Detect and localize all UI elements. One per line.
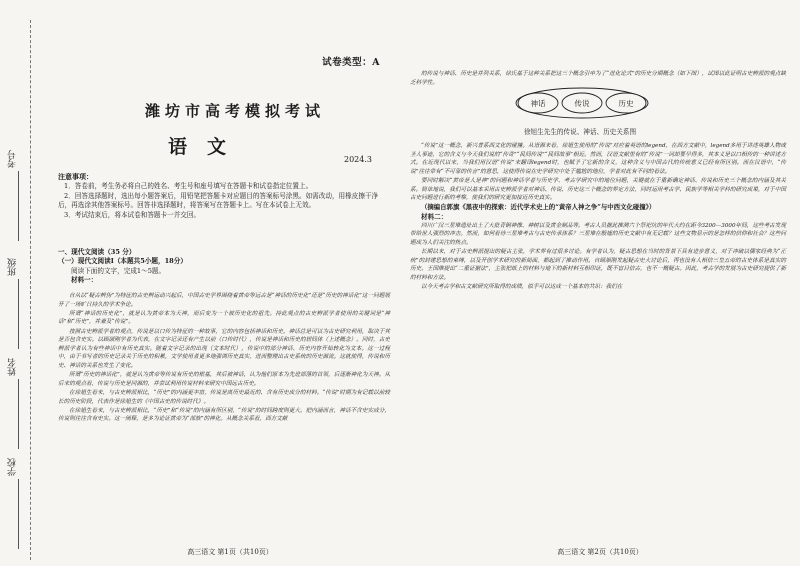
binding-cut-line [30, 20, 31, 560]
diagram-label-legend: 传说 [574, 99, 590, 108]
instruction: 阅读下面的文字，完成1～5题。 [71, 266, 166, 275]
school-label: 学校 [8, 458, 18, 476]
binding-margin [0, 0, 48, 566]
material2-label: 材料二： [421, 212, 448, 221]
paragraph: 要同时解决“黄帝是人是神”的问题和神话学者与历史学、考古学研究中的地位问题，关键就在于重新确定神话、传说和历史三个概念的内涵及其关系。简单地说，我们可以基本采用古史辨派学者对神话、传说、历史这三个概念的界定方法，同时运用考古学、民族学等相关学科的研究成果，对于中国古史问题进行新的考察，使我们的研究更加接近历史真实。 [410, 177, 786, 202]
source-citation: （摘编自郭旗《黑夜中的探索：近代学术史上的“黄帝人神之争”与中西文化碰撞》） [421, 203, 656, 212]
paper-type: 试卷类型：A [322, 57, 380, 68]
note-item: 1．答卷前，考生务必将自己的姓名、考生号和座号填写在答题卡和试卷指定位置上。 [64, 182, 313, 191]
paragraph: 按照古史辨派学者的观点，传说是以口传为特征的一种故事，它的内容包括神话和历史。神话总是可以为古史研究利用，取决于其是否包含史实。以顾颉刚学者为代表，在文字记录还有产生以前（口传时代），传说是神话和历史的居间体（上述概念）。同时，古史辨派学者认为有些神话中有历史真实。随着文字记录的出现（文本时代），传说中的部分神话、历史内容开始转化为文本。这一过程中，由于书写者的历史记录关于历史的积累，文学使用者更多地强调历史真实，进而整理出古史系统的历史源流。这就使得，传说和历史、神话的关系也发生了变化。 [58, 328, 390, 369]
name-label: 姓名 [8, 358, 18, 376]
class-field[interactable] [8, 258, 30, 349]
section-title: 一、现代文阅读（35 分） [58, 248, 136, 256]
section-header [58, 248, 390, 286]
page-footer-right: 高三语文 第2页（共10页） [557, 548, 643, 556]
right-page [400, 0, 800, 566]
diagram-label-history: 历史 [618, 99, 634, 108]
diagram-label-myth: 神话 [530, 99, 546, 108]
note-item: 2．回答选择题时，选出每小题答案后，用铅笔把答题卡对应题目的答案标号涂黑。如需改动，用橡皮擦干净后，再选涂其他答案标号。回答非选择题时，将答案写在答题卡上。写在本试卷上无效。 [58, 191, 379, 210]
material1-text [58, 292, 390, 424]
paragraph: 长期以来，对于古史辨派提出的疑古主张，学术界有过很多讨论。有学者认为，疑古思想在当时的背景下具有进步意义，对于冲破以儒家经典为“正统”的封建思想的束缚，以及开创学术研究的新局面，都起到了推动作用。自顾颉刚发起疑古史大讨论后，再也没有人相信三皇五帝的古史体系是真实的历史。王国维提出“二重证据法”，主张把纸上的材料与地下的新材料互相印证，既不盲目信古，也不一概疑古。因此，考古学的发展为古史研究提供了新的材料和方法。 [410, 249, 786, 281]
subsection-title: （一）现代文阅读Ⅰ（本题共5小题，18分） [58, 257, 187, 266]
material-label: 材料一： [71, 276, 98, 285]
diagram-caption: 徐旭生先生的传说、神话、历史关系图 [523, 128, 637, 136]
exam-number-label: 考号 [8, 150, 18, 168]
right-body-text [410, 142, 786, 292]
exam-date: 2024.3 [344, 155, 372, 164]
name-field[interactable] [8, 358, 30, 449]
relationship-diagram [512, 85, 652, 121]
school-field[interactable] [8, 458, 30, 549]
paragraph: 所谓“历史的神话化”，就是认为黄帝等传说有历史的根基，其后被神话，认为他们原本为先进部落的首领，后逐渐神化为天神。从后来的观点看，传说与历史是同源的，并尝试利用传说材料来研究中国远古历史。 [58, 372, 390, 387]
paragraph: 以今天考古学和古文献研究所取得的成绩，似乎可以达成一个基本的共识：我们在 [421, 284, 623, 291]
paragraph: 在徐旭生看来，与古史辨派相比，“历史”的内涵更丰富，传说是离历史最近的、含有历史成分的材料。“传说”时期为有记载以前较长的历史阶段，代表作是徐旭生的《中国古史的传说时代》。 [58, 389, 390, 405]
exam-number-field[interactable] [8, 150, 30, 241]
paragraph: 在徐旭生看来，与古史辨派相比，“历史”和“传说”的内涵有所区别，“传说”的时间跨度则更大。把内涵而言，神话不含史实成分，传说则往往含有史实。这一阐释，是多为论证黄帝为“部族”的神化。从概念关系看，西方文献 [58, 407, 390, 423]
notes-heading: 注意事项： [58, 172, 93, 181]
exam-notes [58, 172, 390, 220]
paragraph: 自从以“疑古辨伪”为特征的古史辨运动兴起后，中国古史学界围绕着黄帝等远古是“神话的历史化”还是“历史的神话化”这一问题展开了一场旷日持久的学术争论。 [58, 293, 390, 308]
class-label: 班级 [8, 258, 18, 276]
exam-title: 潍坊市高考模拟考试 [145, 102, 326, 120]
paragraph: 所谓“神话的历史化”，就是认为黄帝本为天神，而后变为一个被历史化的祖先。持此观点的古史辨派学者使用的关键词是“神话”和“历史”，并兼及“传说”。 [58, 310, 390, 326]
note-item: 3．考试结束后，将本试卷和答题卡一并交回。 [64, 210, 201, 219]
paragraph: “传说”这一概念，新兴普系西文化的碰撞。从语源来看，徐旭生使用的“传说”对应着英语的legend，在西方文献中，legend多用于讲述英雄人物或圣人事迹，它的含义与今天我们说的“传奇”“民间传说”“民间故事”相近。然而，汉语文献里有的“传说”一词却要早得多，其本义是以口相传的一种讲述方式。在近现代以来，当我们用汉语“传说”来翻译legend时，也赋予了它新的含义，这种含义与中国古代的传统意义已经有所区别。而在汉语中，“传说”往往带有“不可靠的传言”的意思，这使得传说在史学研究中处于尴尬的地位，学者对此有不同的看法。 [410, 143, 786, 175]
paragraph: 的传说与神话、历史是并列关系，徐氏基于这种关系把这三个概念引申为了“进化论式”的历史分期概念（如下图），试图以此证明古史辨派的观点缺乏科学性。 [410, 71, 786, 86]
paragraph: 四川广汉三星堆遗址出土了大批青铜神像、神树以及黄金制品等。考古人员据此推测六个祭祀坑的年代大约在距今3200—3000年间，这些考古发现带给世人强烈的冲击。然而，如何看待三星堆考古与古史传承体系？三星堆在殷墟的历史文献中有无记载？这些文物显示的是怎样的信仰和社会？这些问题成为人们关注的热点。 [410, 222, 786, 246]
page-footer-left: 高三语文 第1页（共10页） [187, 548, 273, 556]
subject-title: 语文 [168, 136, 247, 158]
